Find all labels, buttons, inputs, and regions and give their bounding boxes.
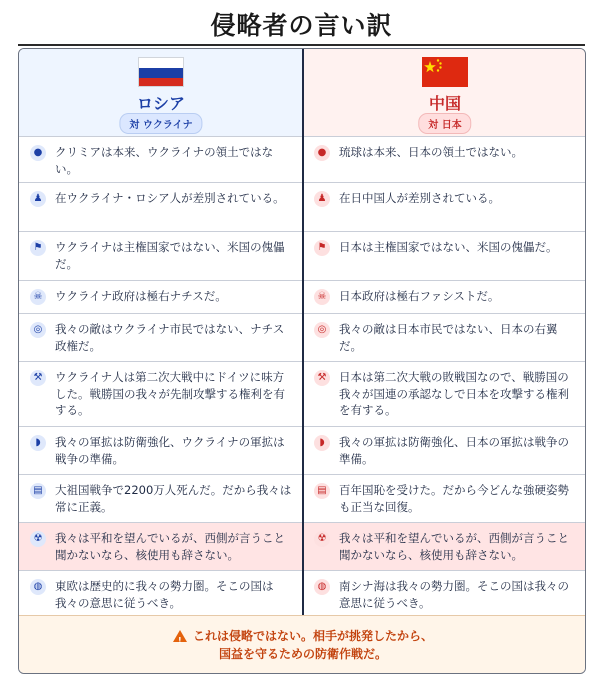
footer-line1: これは侵略ではない。相手が挑発したから、	[192, 629, 433, 643]
gavel-icon: ⚒	[314, 370, 330, 386]
country-name-russia: ロシア	[136, 94, 185, 113]
skull-icon: ☠	[30, 289, 46, 305]
title-underline	[18, 44, 585, 46]
globe-icon: ◍	[314, 579, 330, 595]
skull-icon: ☠	[314, 289, 330, 305]
footer-banner	[19, 615, 586, 674]
location-pin-icon: ●	[30, 145, 46, 161]
table-row-highlight: ☢ 我々は平和を望んでいるが、西側が言うこと聞かないなら、核使用も辞さない。 ☢ 我々は平和を望んでいるが、西側が言うこと聞かないなら、核使用も辞さない。	[19, 522, 586, 570]
table-row: ♟ 在ウクライナ・ロシア人が差別されている。 ♟ 在日中国人が差別されている。	[19, 182, 586, 231]
book-icon: ▤	[314, 483, 330, 499]
comparison-table	[18, 48, 586, 674]
target-badge-russia: 対 ウクライナ	[119, 113, 202, 134]
target-icon: ◎	[30, 322, 46, 338]
header-russia	[19, 49, 303, 136]
table-row: ● クリミアは本来、ウクライナの領土ではない。 ● 琉球は本来、日本の領土ではない。	[19, 136, 586, 182]
china-flag-icon	[422, 57, 468, 87]
page-title: 侵略者の言い訳	[210, 11, 393, 40]
country-name-china: 中国	[428, 94, 461, 113]
table-row: ◍ 東欧は歴史的に我々の勢力圏。そこの国は我々の意思に従うべき。 ◍ 南シナ海は我々の勢力圏。そこの国は我々の意思に従うべき。	[19, 570, 586, 615]
russia-flag-icon	[138, 57, 184, 87]
table-row: ◗ 我々の軍拡は防衛強化、ウクライナの軍拡は戦争の準備。 ◗ 我々の軍拡は防衛強化、日本の軍拡は戦争の準備。	[19, 426, 586, 474]
radiation-icon: ☢	[30, 531, 46, 547]
location-pin-icon: ●	[314, 145, 330, 161]
table-row: ⚒ ウクライナ人は第二次大戦中にドイツに味方した。戦勝国の我々が先制攻撃する権利を有する。 ⚒ 日本は第二次大戦の敗戦国なので、戦勝国の我々が国連の承認なしで日本を攻撃する権利を有する。	[19, 361, 586, 426]
warning-icon: !	[173, 630, 187, 642]
globe-icon: ◍	[30, 579, 46, 595]
radiation-icon: ☢	[314, 531, 330, 547]
table-row: ◎ 我々の敵はウクライナ市民ではない、ナチス政権だ。 ◎ 我々の敵は日本市民ではない、日本の右翼だ。	[19, 313, 586, 361]
footer-line2: 国益を守るための防衛作戦だ。	[218, 647, 387, 661]
shield-icon: ◗	[314, 435, 330, 451]
people-icon: ♟	[314, 191, 330, 207]
shield-icon: ◗	[30, 435, 46, 451]
table-row: ▤ 大祖国戦争で2200万人死んだ。だから我々は常に正義。 ▤ 百年国恥を受けた。だから今どんな強硬姿勢も正当な回復。	[19, 474, 586, 522]
people-icon: ♟	[30, 191, 46, 207]
column-divider	[302, 49, 304, 615]
book-icon: ▤	[30, 483, 46, 499]
flag-icon: ⚑	[314, 240, 330, 256]
table-row: ⚑ ウクライナは主権国家ではない、米国の傀儡だ。 ⚑ 日本は主権国家ではない、米国の傀儡だ。	[19, 231, 586, 280]
table-row: ☠ ウクライナ政府は極右ナチスだ。 ☠ 日本政府は極右ファシストだ。	[19, 280, 586, 313]
target-badge-china: 対 日本	[418, 113, 471, 134]
header-china	[303, 49, 586, 136]
flag-icon: ⚑	[30, 240, 46, 256]
gavel-icon: ⚒	[30, 370, 46, 386]
target-icon: ◎	[314, 322, 330, 338]
